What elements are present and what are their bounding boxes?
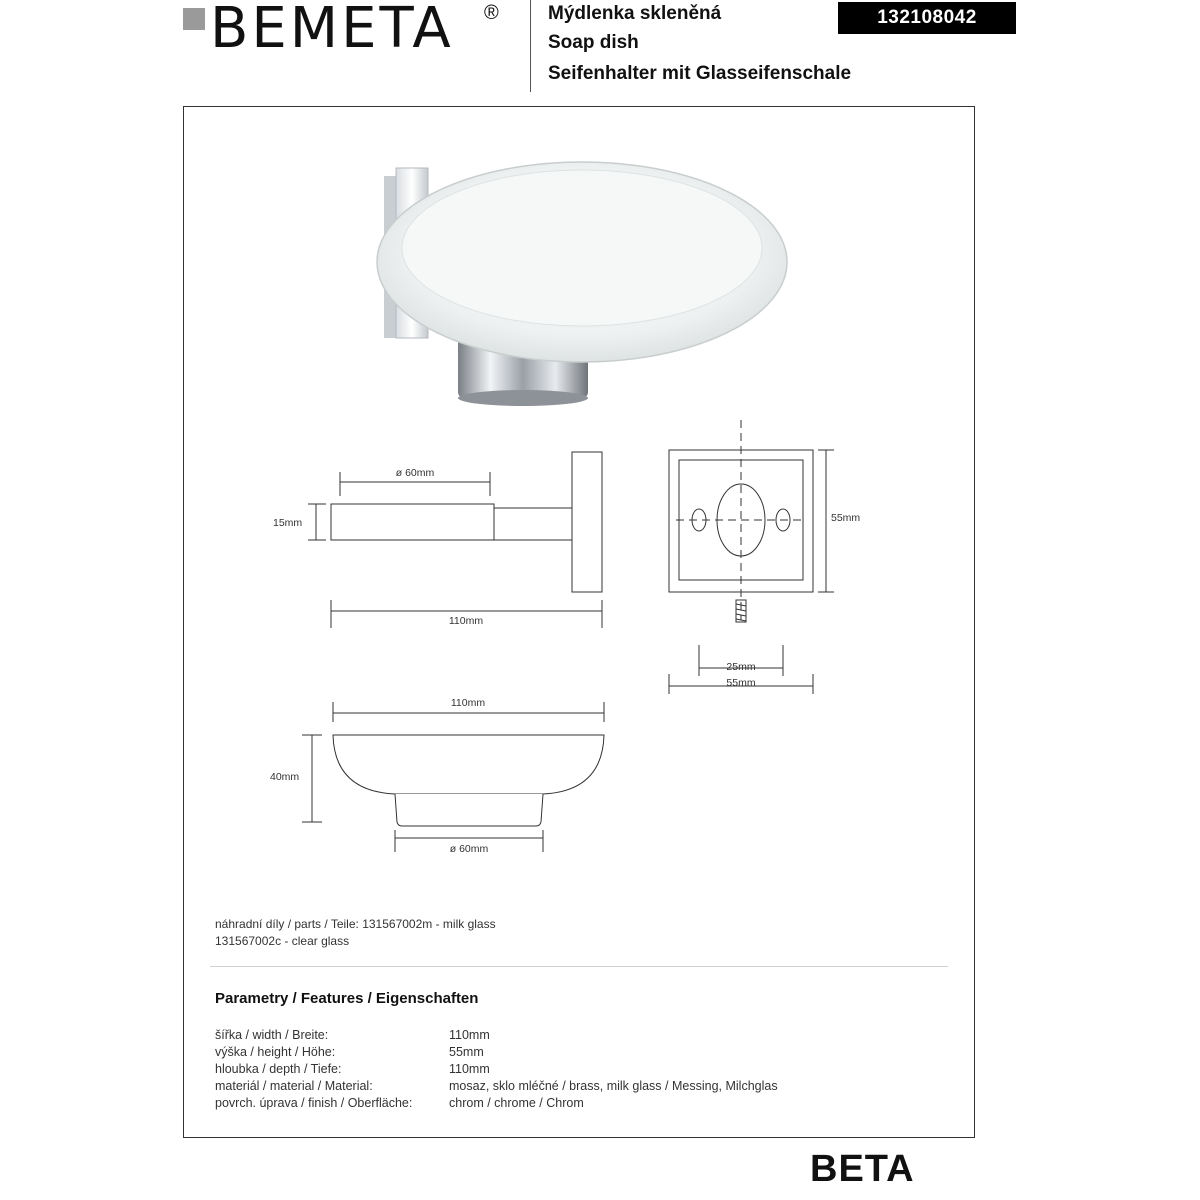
feature-label: šířka / width / Breite:: [215, 1028, 329, 1042]
section-divider: [210, 966, 948, 967]
dim-side-thickness: 15mm: [273, 517, 303, 529]
dim-side-length: 110mm: [448, 615, 484, 627]
dim-side-diameter: ø 60mm: [395, 467, 435, 479]
dim-hole-spacing: 25mm: [726, 661, 756, 673]
title-czech: Mýdlenka skleněná: [548, 3, 722, 24]
dim-dish-width: 110mm: [450, 697, 486, 709]
feature-value: 55mm: [449, 1045, 484, 1059]
feature-value: mosaz, sklo mléčné / brass, milk glass / Messing, Milchglas: [449, 1079, 778, 1093]
front-view: [669, 420, 834, 694]
product-code-badge: 132108042: [838, 2, 1016, 34]
dish-view: [302, 702, 604, 852]
feature-value: 110mm: [449, 1062, 490, 1076]
side-view: [308, 452, 602, 628]
spare-parts-line-2: 131567002c - clear glass: [215, 934, 350, 948]
dim-dish-base: ø 60mm: [449, 843, 489, 855]
dim-plate-width: 55mm: [726, 677, 756, 689]
feature-value: 110mm: [449, 1028, 490, 1042]
feature-label: materiál / material / Material:: [215, 1079, 373, 1093]
registered-mark: ®: [484, 2, 499, 24]
product-photo: [377, 162, 787, 406]
series-name: BETA: [810, 1148, 915, 1190]
feature-label: hloubka / depth / Tiefe:: [215, 1062, 342, 1076]
title-english: Soap dish: [548, 32, 639, 53]
title-german: Seifenhalter mit Glasseifenschale: [548, 63, 852, 84]
feature-value: chrom / chrome / Chrom: [449, 1096, 584, 1110]
dim-plate-height: 55mm: [831, 512, 861, 524]
spare-parts-note: [215, 916, 496, 950]
spare-parts-line-1: náhradní díly / parts / Teile: 131567002m - milk glass: [215, 917, 496, 931]
features-heading: Parametry / Features / Eigenschaften: [215, 990, 479, 1007]
dim-dish-height: 40mm: [270, 771, 300, 783]
feature-label: povrch. úprava / finish / Oberfläche:: [215, 1096, 413, 1110]
feature-label: výška / height / Höhe:: [215, 1045, 336, 1059]
brand-logo: BEMETA: [210, 0, 454, 61]
